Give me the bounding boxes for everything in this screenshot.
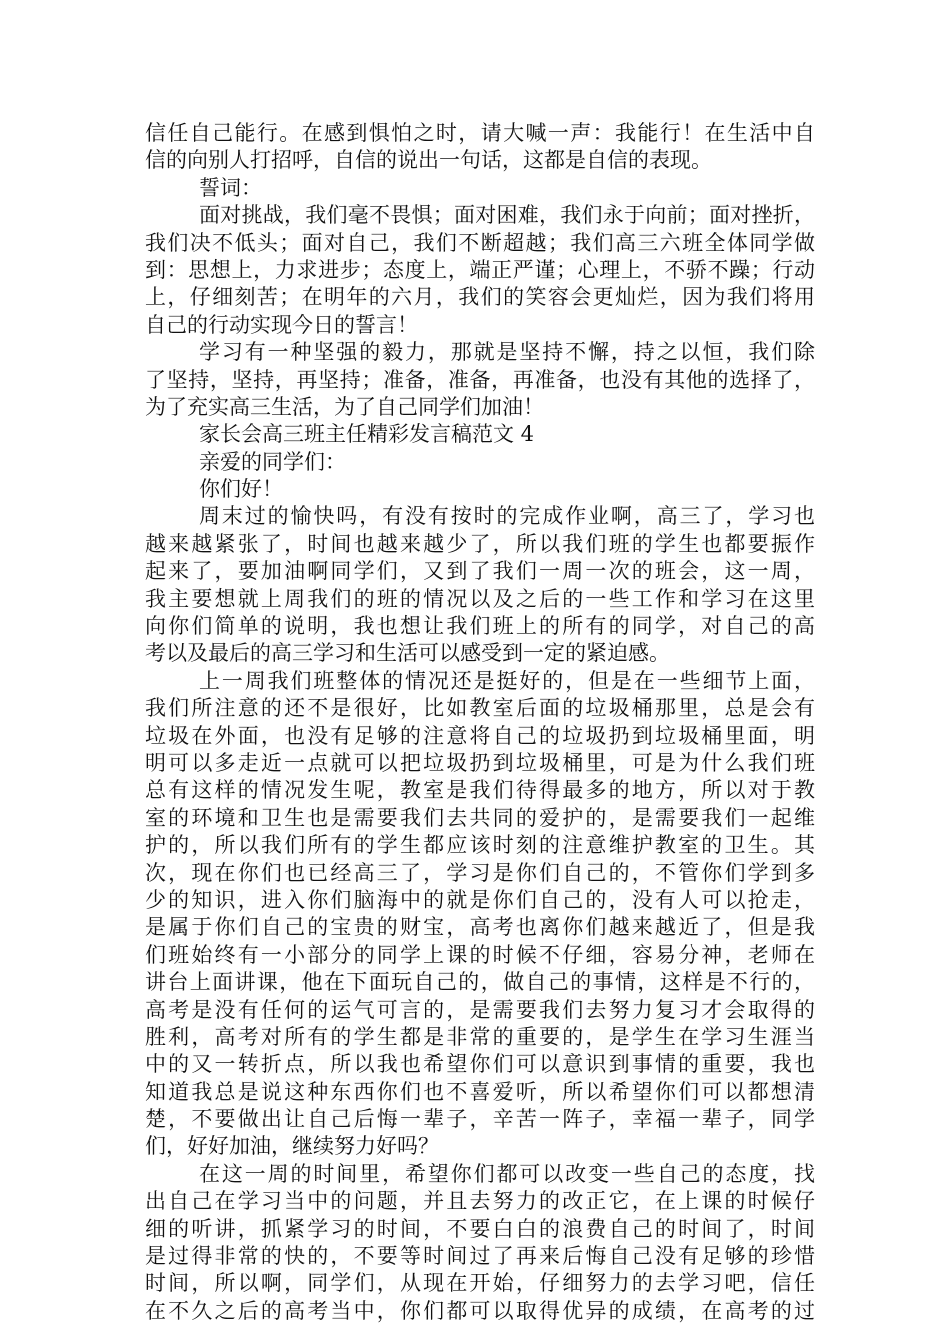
text-line: 考以及最后的高三学习和生活可以感受到一定的紧迫感。 — [145, 641, 670, 666]
text-line: 为了充实高三生活，为了自己同学们加油！ — [145, 394, 544, 419]
text-line: 明可以多走近一点就可以把垃圾扔到垃圾桶里，可是为什么我们班 — [145, 750, 815, 775]
text-line: 中的又一转折点，所以我也希望你们可以意识到事情的重要，我也 — [145, 1052, 815, 1077]
text-line: 我主要想就上周我们的班的情况以及之后的一些工作和学习在这里 — [145, 586, 815, 611]
text-line: 时间，所以啊，同学们，从现在开始，仔细努力的去学习吧，信任 — [145, 1271, 815, 1296]
text-line: 周末过的愉快吗，有没有按时的完成作业啊，高三了，学习也 — [199, 504, 815, 529]
text-line: 楚，不要做出让自己后悔一辈子，辛苦一阵子，幸福一辈子，同学 — [145, 1107, 815, 1132]
text-line: 越来越紧张了，时间也越来越少了，所以我们班的学生也都要振作 — [145, 531, 815, 556]
text-line: 信任自己能行。在感到惧怕之时，请大喊一声：我能行！在生活中自 — [145, 121, 815, 145]
text-line: 面对挑战，我们毫不畏惧；面对困难，我们永于向前；面对挫折， — [199, 203, 815, 228]
text-line: 室的环境和卫生也是需要我们去共同的爱护的，是需要我们一起维 — [145, 805, 815, 830]
text-line: 总有这样的情况发生呢，教室是我们待得最多的地方，所以对于教 — [145, 778, 815, 803]
text-line: 在这一周的时间里，希望你们都可以改变一些自己的态度，找 — [199, 1161, 815, 1186]
text-line: 胜利，高考对所有的学生都是非常的重要的，是学生在学习生涯当 — [145, 1024, 815, 1049]
text-line: 在不久之后的高考当中，你们都可以取得优异的成绩，在高考的过 — [145, 1298, 815, 1323]
text-line: 家长会高三班主任精彩发言稿范文 4 — [199, 422, 535, 447]
text-line: 讲台上面讲课，他在下面玩自己的，做自己的事情，这样是不行的， — [145, 970, 815, 995]
text-line: 自己的行动实现今日的誓言！ — [145, 312, 418, 337]
text-line: 你们好！ — [199, 477, 283, 502]
text-line: 少的知识，进入你们脑海中的就是你们自己的，没有人可以抢走， — [145, 887, 815, 912]
text-line: 们，好好加油，继续努力好吗？ — [145, 1134, 439, 1159]
text-line: 了坚持，坚持，再坚持；准备，准备，再准备，也没有其他的选择了， — [145, 367, 815, 392]
document-page — [145, 120, 815, 1325]
text-line: 上，仔细刻苦；在明年的六月，我们的笑容会更灿烂，因为我们将用 — [145, 285, 815, 310]
text-line: 学习有一种坚强的毅力，那就是坚持不懈，持之以恒，我们除 — [199, 340, 815, 365]
text-line: 知道我总是说这种东西你们也不喜爱听，所以希望你们可以都想清 — [145, 1079, 815, 1104]
text-line: 到：思想上，力求进步；态度上，端正严谨；心理上，不骄不躁；行动 — [145, 257, 815, 282]
text-line: 次，现在你们也已经高三了，学习是你们自己的，不管你们学到多 — [145, 860, 815, 885]
text-line: 向你们简单的说明，我也想让我们班上的所有的同学，对自己的高 — [145, 614, 815, 639]
text-line: 护的，所以我们所有的学生都应该时刻的注意维护教室的卫生。其 — [145, 833, 815, 858]
text-line: 们班始终有一小部分的同学上课的时候不仔细，容易分神，老师在 — [145, 942, 815, 967]
text-line: 信的向别人打招呼，自信的说出一句话，这都是自信的表现。 — [145, 148, 712, 173]
text-line: 誓词： — [199, 175, 262, 200]
text-line: 我们所注意的还不是很好，比如教室后面的垃圾桶那里，总是会有 — [145, 696, 815, 721]
text-line: 我们决不低头；面对自己，我们不断超越；我们高三六班全体同学做 — [145, 230, 815, 255]
text-line: 亲爱的同学们： — [199, 449, 346, 474]
text-line: 是过得非常的快的，不要等时间过了再来后悔自己没有足够的珍惜 — [145, 1244, 815, 1269]
text-line: 细的听讲，抓紧学习的时间，不要白白的浪费自己的时间了，时间 — [145, 1216, 815, 1241]
text-line: 高考是没有任何的运气可言的，是需要我们去努力复习才会取得的 — [145, 997, 815, 1022]
text-line: 是属于你们自己的宝贵的财宝，高考也离你们越来越近了，但是我 — [145, 915, 815, 940]
text-line: 上一周我们班整体的情况还是挺好的，但是在一些细节上面， — [199, 668, 815, 693]
text-line: 垃圾在外面，也没有足够的注意将自己的垃圾扔到垃圾桶里面，明 — [145, 723, 815, 748]
text-line: 出自己在学习当中的问题，并且去努力的改正它，在上课的时候仔 — [145, 1189, 815, 1214]
text-line: 起来了，要加油啊同学们，又到了我们一周一次的班会，这一周， — [145, 559, 815, 584]
